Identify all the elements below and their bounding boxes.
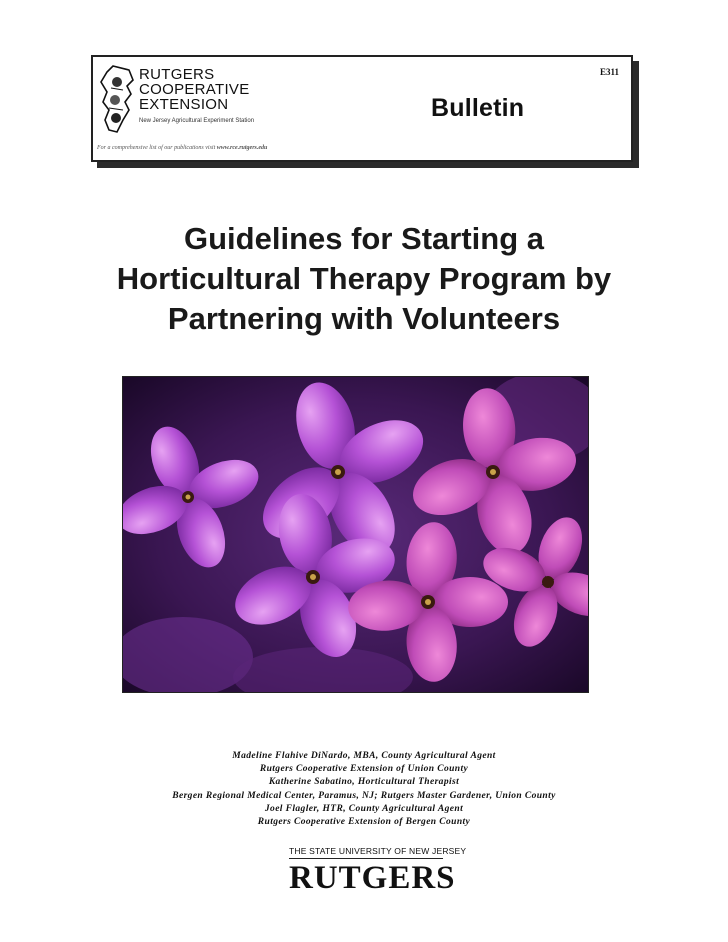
- publications-url-link[interactable]: www.rce.rutgers.edu: [216, 145, 268, 151]
- bulletin-label: Bulletin: [431, 94, 525, 122]
- org-line-2: COOPERATIVE: [139, 81, 250, 98]
- flower-photo: [122, 376, 589, 693]
- rutgers-tagline: THE STATE UNIVERSITY OF NEW JERSEY: [289, 846, 443, 859]
- title-line-1: Guidelines for Starting a: [184, 221, 544, 256]
- title-line-2: Horticultural Therapy Program by: [116, 261, 612, 296]
- author-line-1: Madeline Flahive DiNardo, MBA, County Agricultural Agent: [232, 751, 496, 761]
- document-title: [0, 219, 728, 339]
- rutgers-wordmark-logo: [289, 846, 467, 896]
- author-line-4: Bergen Regional Medical Center, Paramus, NJ; Rutgers Master Gardener, Union County: [172, 790, 556, 801]
- author-line-5: Joel Flagler, HTR, County Agricultural Agent: [264, 803, 464, 814]
- rutgers-name: RUTGERS: [289, 860, 456, 896]
- org-line-3: EXTENSION: [139, 96, 229, 113]
- author-line-6: Rutgers Cooperative Extension of Bergen County: [257, 817, 471, 828]
- publication-code: E311: [599, 67, 619, 77]
- new-jersey-map-logo-icon: [99, 64, 135, 136]
- org-name: [139, 67, 250, 112]
- purple-flowers-image: [123, 377, 589, 693]
- publications-note-text: For a comprehensive list of our publications visit: [97, 145, 217, 151]
- publications-note: [97, 145, 267, 151]
- station-name: New Jersey Agricultural Experiment Station: [139, 118, 255, 124]
- org-line-1: RUTGERS: [139, 66, 215, 83]
- author-credits: [0, 750, 728, 829]
- author-line-2: Rutgers Cooperative Extension of Union County: [259, 764, 469, 775]
- author-line-3: Katherine Sabatino, Horticultural Therapist: [268, 777, 460, 788]
- header-box: [91, 55, 633, 162]
- title-line-3: Partnering with Volunteers: [167, 301, 561, 336]
